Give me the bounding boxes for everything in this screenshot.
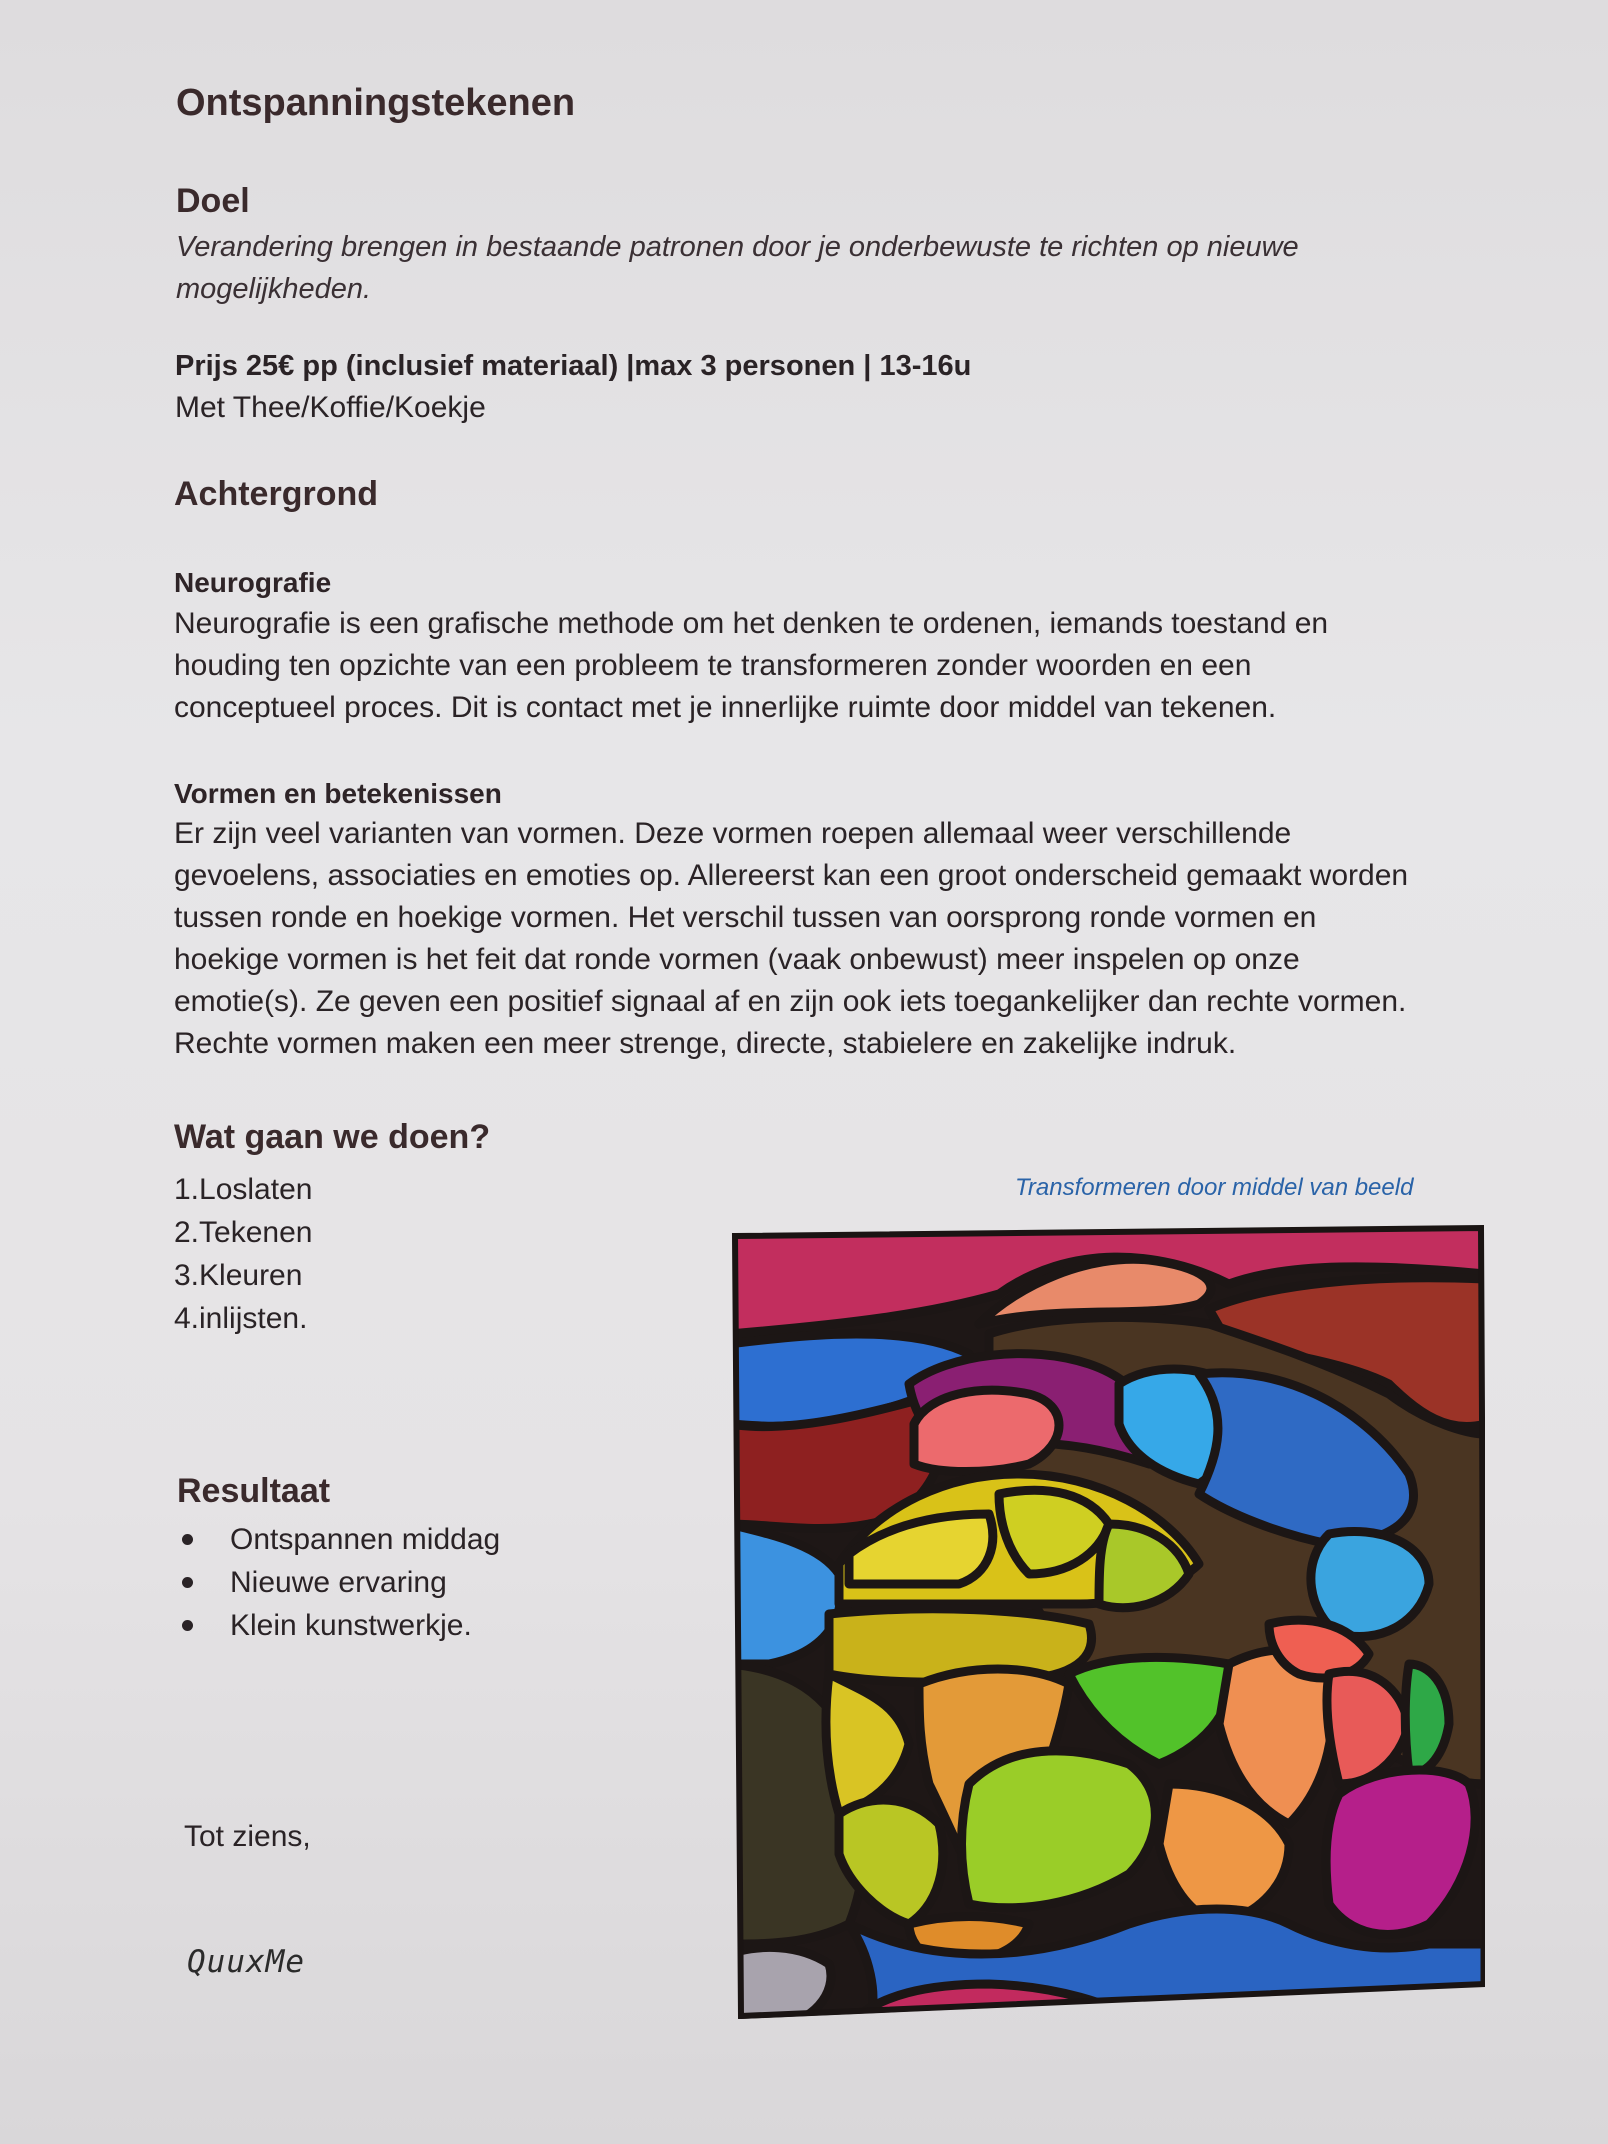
vormen-line: gevoelens, associaties en emoties op. Allereerst kan een groot onderscheid gemaakt worden [174, 859, 1409, 892]
artwork-frame [729, 1224, 1485, 2019]
step-item: 2.Tekenen [174, 1216, 313, 1249]
step-item: 4.inlijsten. [174, 1302, 308, 1335]
neurografie-text [174, 603, 1328, 729]
vormen-line: tussen ronde en hoekige vormen. Het verschil tussen van oorsprong ronde vormen en [174, 901, 1317, 934]
signature: QuuxMe [187, 1944, 305, 1980]
price-line: Prijs 25€ pp (inclusief materiaal) |max 3 personen | 13-16u [175, 350, 972, 382]
steps-list [174, 1168, 312, 1340]
vormen-heading: Vormen en betekenissen [174, 778, 502, 809]
resultaat-item: Klein kunstwerkje. [178, 1604, 500, 1647]
resultaat-heading: Resultaat [177, 1472, 331, 1510]
vormen-line: Er zijn veel varianten van vormen. Deze vormen roepen allemaal weer verschillende [174, 817, 1292, 850]
doel-line: mogelijkheden. [176, 273, 372, 305]
neurographic-drawing-image [729, 1224, 1485, 2019]
step-item: 3.Kleuren [174, 1259, 303, 1292]
doel-text [176, 226, 1299, 310]
achtergrond-heading: Achtergrond [174, 475, 378, 513]
neurografie-line: Neurografie is een grafische methode om het denken te ordenen, iemands toestand en [174, 607, 1329, 640]
artwork-caption: Transformeren door middel van beeld [1015, 1174, 1414, 1201]
neurografie-heading: Neurografie [174, 567, 332, 598]
resultaat-list [178, 1518, 500, 1647]
closing-text: Tot ziens, [184, 1820, 311, 1853]
page-title: Ontspanningstekenen [176, 82, 576, 124]
vormen-line: Rechte vormen maken een meer strenge, directe, stabielere en zakelijke indruk. [174, 1027, 1237, 1060]
vormen-line: emotie(s). Ze geven een positief signaal af en zijn ook iets toegankelijker dan rechte vormen. [174, 985, 1407, 1018]
vormen-text [174, 813, 1408, 1065]
step-item: 1.Loslaten [174, 1173, 313, 1206]
resultaat-item: Ontspannen middag [178, 1518, 500, 1561]
doel-heading: Doel [176, 182, 250, 220]
vormen-line: hoekige vormen is het feit dat ronde vormen (vaak onbewust) meer inspelen op onze [174, 943, 1300, 976]
extras-line: Met Thee/Koffie/Koekje [175, 391, 486, 424]
steps-heading: Wat gaan we doen? [174, 1118, 491, 1156]
doel-line: Verandering brengen in bestaande patronen door je onderbewuste te richten op nieuwe [176, 231, 1299, 263]
neurografie-line: conceptueel proces. Dit is contact met je innerlijke ruimte door middel van tekenen. [174, 691, 1277, 724]
neurografie-line: houding ten opzichte van een probleem te transformeren zonder woorden en een [174, 649, 1252, 682]
resultaat-item: Nieuwe ervaring [178, 1561, 500, 1604]
